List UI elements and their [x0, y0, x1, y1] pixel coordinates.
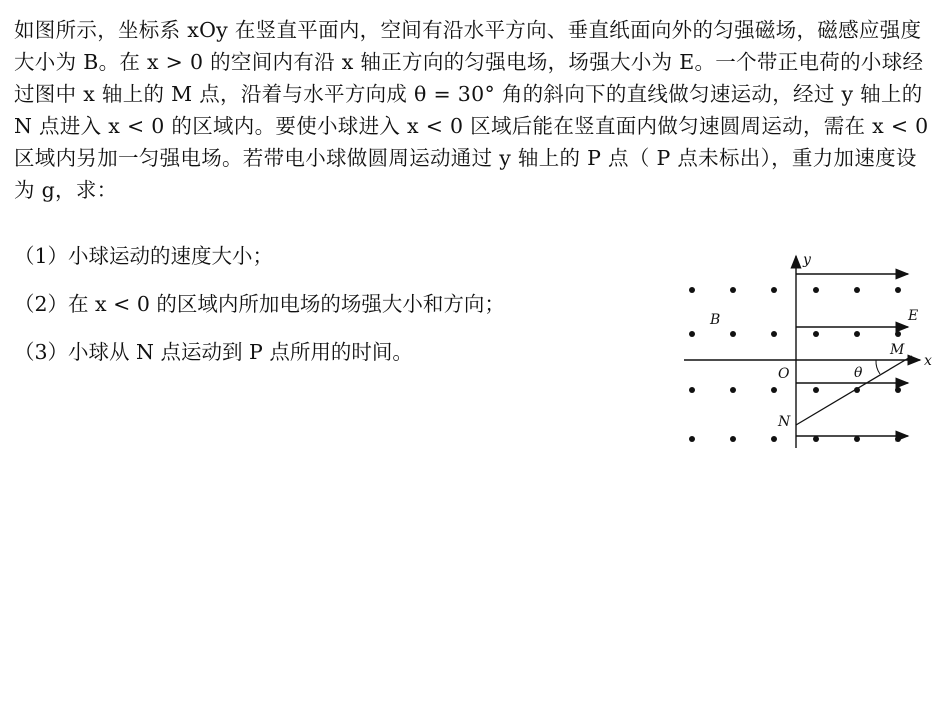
question-3: （3）小球从 N 点运动到 P 点所用的时间。 [14, 340, 413, 364]
angle-arc [876, 360, 880, 374]
problem-statement [14, 14, 936, 206]
label-N: N [778, 414, 791, 430]
physics-diagram [676, 250, 938, 456]
question-1: （1）小球运动的速度大小； [14, 244, 274, 268]
question-2: （2）在 x < 0 的区域内所加电场的场强大小和方向； [14, 292, 505, 316]
label-E: E [908, 308, 919, 324]
label-theta: θ [854, 365, 863, 381]
label-B: B [710, 312, 721, 328]
label-O: O [778, 366, 790, 382]
label-x: x [924, 353, 932, 369]
magnetic-field-dots [689, 287, 901, 442]
problem-text: 如图所示，坐标系 xOy 在竖直平面内，空间有沿水平方向、垂直纸面向外的匀强磁场，磁感应强度大小为 B。在 x > 0 的空间内有沿 x 轴正方向的匀强电场，场强大小为 E。一个带正电荷的小球经过图中 x 轴上的 M 点，沿着与水平方向成 θ = 30° 角的斜向下的直线做匀速运动，经过 y 轴上的 N 点进入 x < 0 的区域内。要使小球进入 x < 0 区域后能在竖直面内做匀速圆周运动，需在 x < 0 区域内另加一匀强电场。若带电小球做圆周运动通过 y 轴上的 P 点（ P 点未标出），重力加速度设为 g，求： [14, 18, 929, 202]
label-M: M [890, 342, 905, 358]
label-y: y [803, 252, 811, 268]
